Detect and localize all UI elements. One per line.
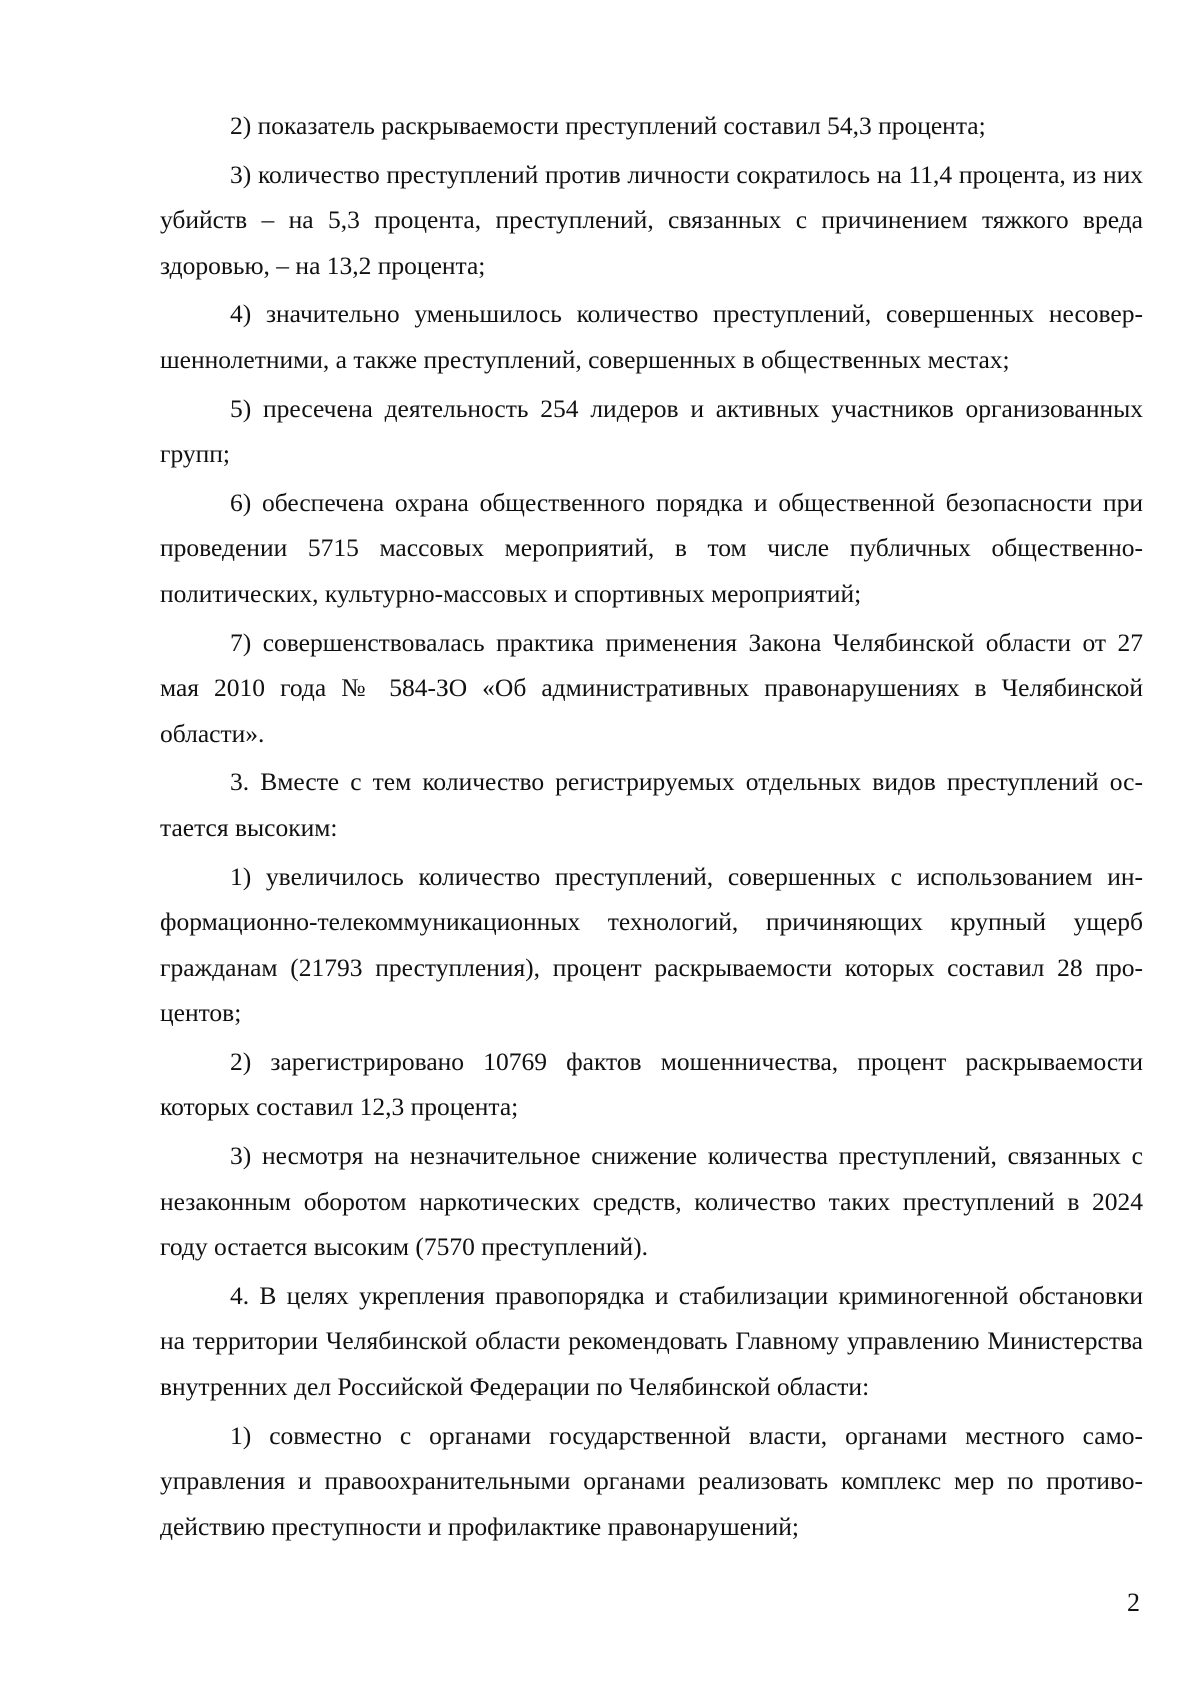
document-body	[160, 103, 1143, 1552]
paragraph-drug-crimes: 3) несмотря на незначительное снижение количества преступлений, связанных с незаконным оборотом наркотических средств, количество таких преступлений в 2024 году остается высоким (7570 преступлений).	[160, 1141, 1143, 1262]
paragraph-it-crimes: 1) увеличилось количество преступлений, совершенных с использованием информационно-телекоммуникационных технологий, причиняющих крупный ущерб гражданам (21793 преступления), процент раскрываемости которых составил 28 процентов;	[160, 861, 1143, 1028]
paragraph-section-3: 3. Вместе с тем количество регистрируемых отдельных видов преступлений остается высоким:	[160, 767, 1143, 842]
paragraph-clearance-rate: 2) показатель раскрываемости преступлений составил 54,3 процента;	[230, 111, 986, 140]
paragraph-public-order: 6) обеспечена охрана общественного порядка и общественной безопасности при проведении 5715 массовых мероприятий, в том числе публичных общественно-политических, культурно-массовых и спортивных мероприятий;	[160, 487, 1143, 608]
paragraph-section-4: 4. В целях укрепления правопорядка и стабилизации криминогенной обстановки на территории Челябинской области рекомендовать Главному управлению Министерства внутренних дел Российской Федерации по Челябинской области:	[160, 1280, 1143, 1402]
page-number: 2	[1127, 1588, 1140, 1617]
paragraph-juvenile-crimes: 4) значительно уменьшилось количество преступлений, совершенных несовершеннолетними, а также преступлений, совершенных в общественных местах;	[160, 299, 1143, 374]
paragraph-joint-measures: 1) совместно с органами государственной власти, органами местного самоуправления и правоохранительными органами реализовать комплекс мер по противодействию преступности и профилактике правонарушений;	[160, 1420, 1143, 1541]
paragraph-crimes-against-person: 3) количество преступлений против личности сократилось на 11,4 процента, из них убийств – на 5,3 процента, преступлений, связанных с причинением тяжкого вреда здоровью, – на 13,2 процента;	[160, 159, 1143, 280]
paragraph-fraud: 2) зарегистрировано 10769 фактов мошенничества, процент раскрываемости которых составил 12,3 процента;	[160, 1046, 1143, 1122]
paragraph-regional-law: 7) совершенствовалась практика применения Закона Челябинской области от 27 мая 2010 года № 584-ЗО «Об административных правонарушениях в Челябинской области».	[160, 627, 1143, 748]
paragraph-organized-groups: 5) пресечена деятельность 254 лидеров и активных участников организованных групп;	[160, 393, 1143, 469]
